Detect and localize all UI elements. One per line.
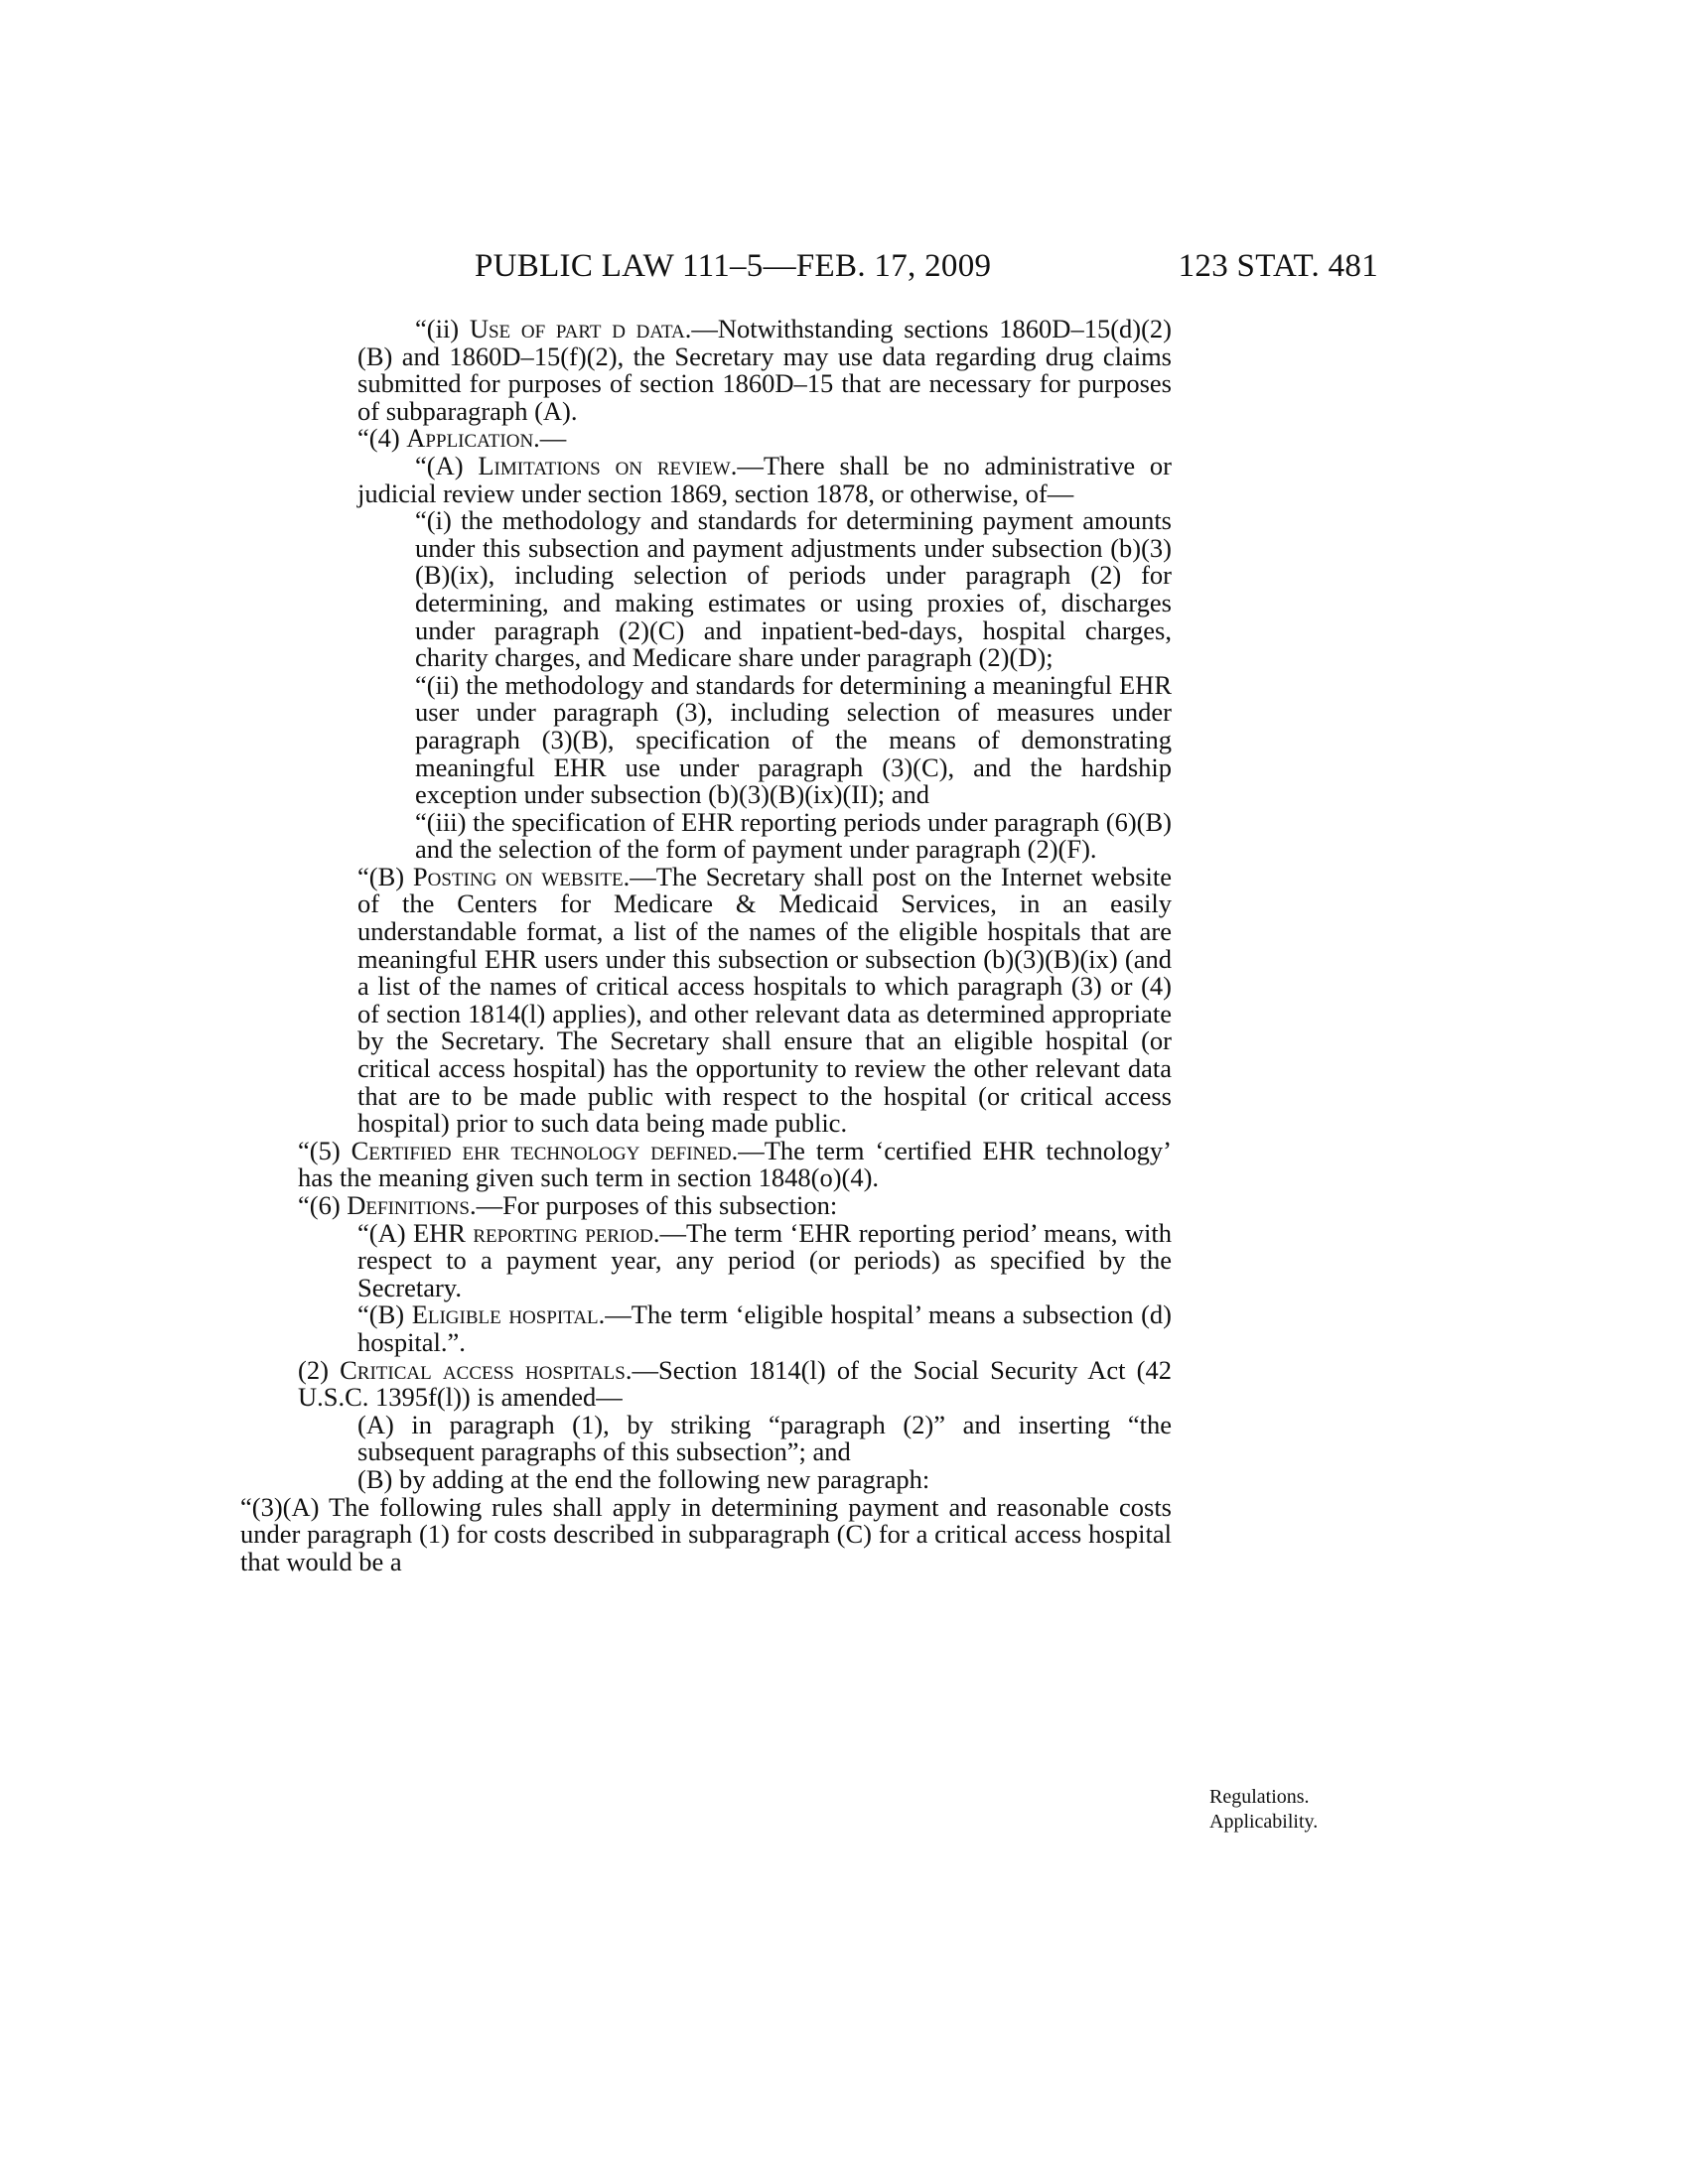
caption: Use of part d data <box>469 314 685 343</box>
paragraph-5-certified-ehr: “(5) Certified ehr technology defined.—The term ‘certified EHR technology’ has the meaning given such term in section 1848(o)(4). <box>298 1135 1172 1193</box>
statute-body <box>240 314 1173 1576</box>
paragraph-6-definitions: “(6) Definitions.—For purposes of this subsection: <box>298 1190 838 1220</box>
caption: Eligible hospital <box>411 1299 599 1330</box>
margin-notes <box>1209 1785 1318 1835</box>
caption: Definitions <box>347 1190 470 1220</box>
margin-note-applicability: Applicability. <box>1209 1811 1319 1833</box>
definition-a-ehr-reporting-period: “(A) EHR reporting period.—The term ‘EHR reporting period’ means, with respect to a payment year, any period (or periods) as specified by the Secretary. <box>357 1217 1173 1302</box>
caption: Certified ehr technology defined <box>351 1135 732 1165</box>
clause-ii-part-d: “(ii) Use of part d data.—Notwithstanding sections 1860D–15(d)(2)(B) and 1860D–15(f)(2), the Secretary may use data regarding drug claims submitted for purposes of section 1860D–15 that are necessary for purposes of subparagraph (A). <box>357 314 1172 426</box>
clause-ii-meaningful-user: “(ii) the methodology and standards for determining a meaningful EHR user under paragraph (3), including selection of measures under paragraph (3)(B), specification of the means of demonstrating meaningful EHR use under paragraph (3)(C), and the hardship exception under subsection (b)(3)(B)(ix)(II); and <box>415 669 1172 810</box>
paragraph-2-critical-access: (2) Critical access hospitals.—Section 1814(l) of the Social Security Act (42 U.S.C. 1395f(l)) is amended— <box>298 1354 1173 1413</box>
page-number: 123 STAT. 481 <box>1178 248 1378 284</box>
amendment-b: (B) by adding at the end the following new paragraph: <box>357 1463 930 1494</box>
caption: Critical access hospitals <box>340 1354 626 1385</box>
running-header-title: PUBLIC LAW 111–5—FEB. 17, 2009 <box>475 248 992 284</box>
definition-b-eligible-hospital: “(B) Eligible hospital.—The term ‘eligible hospital’ means a subsection (d) hospital.”. <box>357 1299 1172 1357</box>
caption: Posting on website <box>412 861 624 891</box>
subparagraph-b-posting: “(B) Posting on website.—The Secretary shall post on the Internet website of the Centers for Medicare & Medicaid Services, in an easily understandable format, a list of the names of the eligible hospitals that are meaningful EHR users under this subsection or subsection (b)(3)(B)(ix) (and a list of the names of critical access hospitals to which paragraph (3) or (4) of section 1814(l) applies), and other relevant data as determined appropriate by the Secretary. The Secretary shall ensure that an eligible hospital (or critical access hospital) has the opportunity to review the other relevant data that are to be made public with respect to the hospital (or critical access hospital) prior to such data being made public. <box>357 861 1172 1139</box>
caption: Application <box>406 423 534 454</box>
caption: Limitations on review <box>478 450 731 480</box>
clause-iii-reporting-periods: “(iii) the specification of EHR reporting periods under paragraph (6)(B) and the selection of the form of payment under paragraph (2)(F). <box>415 806 1172 865</box>
amendment-a: (A) in paragraph (1), by striking “paragraph (2)” and inserting “the subsequent paragraphs of this subsection”; and <box>357 1409 1172 1467</box>
caption: EHR reporting period <box>412 1217 653 1248</box>
subparagraph-a-limitations: “(A) Limitations on review.—There shall be no administrative or judicial review under section 1869, section 1878, or otherwise, of— <box>357 450 1172 508</box>
clause-i-methodology: “(i) the methodology and standards for determining payment amounts under this subsection and payment adjustments under subsection (b)(3)(B)(ix), including selection of periods under paragraph (2) for determining, and making estimates or using proxies of, discharges under paragraph (2)(C) and inpatient-bed-days, hospital charges, charity charges, and Medicare share under paragraph (2)(D); <box>415 505 1172 673</box>
paragraph-3a-rules: “(3)(A) The following rules shall apply in determining payment and reasonable costs under paragraph (1) for costs described in subparagraph (C) for a critical access hospital that would be a <box>240 1491 1172 1576</box>
paragraph-4-application: “(4) Application.— <box>357 423 567 454</box>
margin-note-regulations: Regulations. <box>1209 1786 1310 1808</box>
